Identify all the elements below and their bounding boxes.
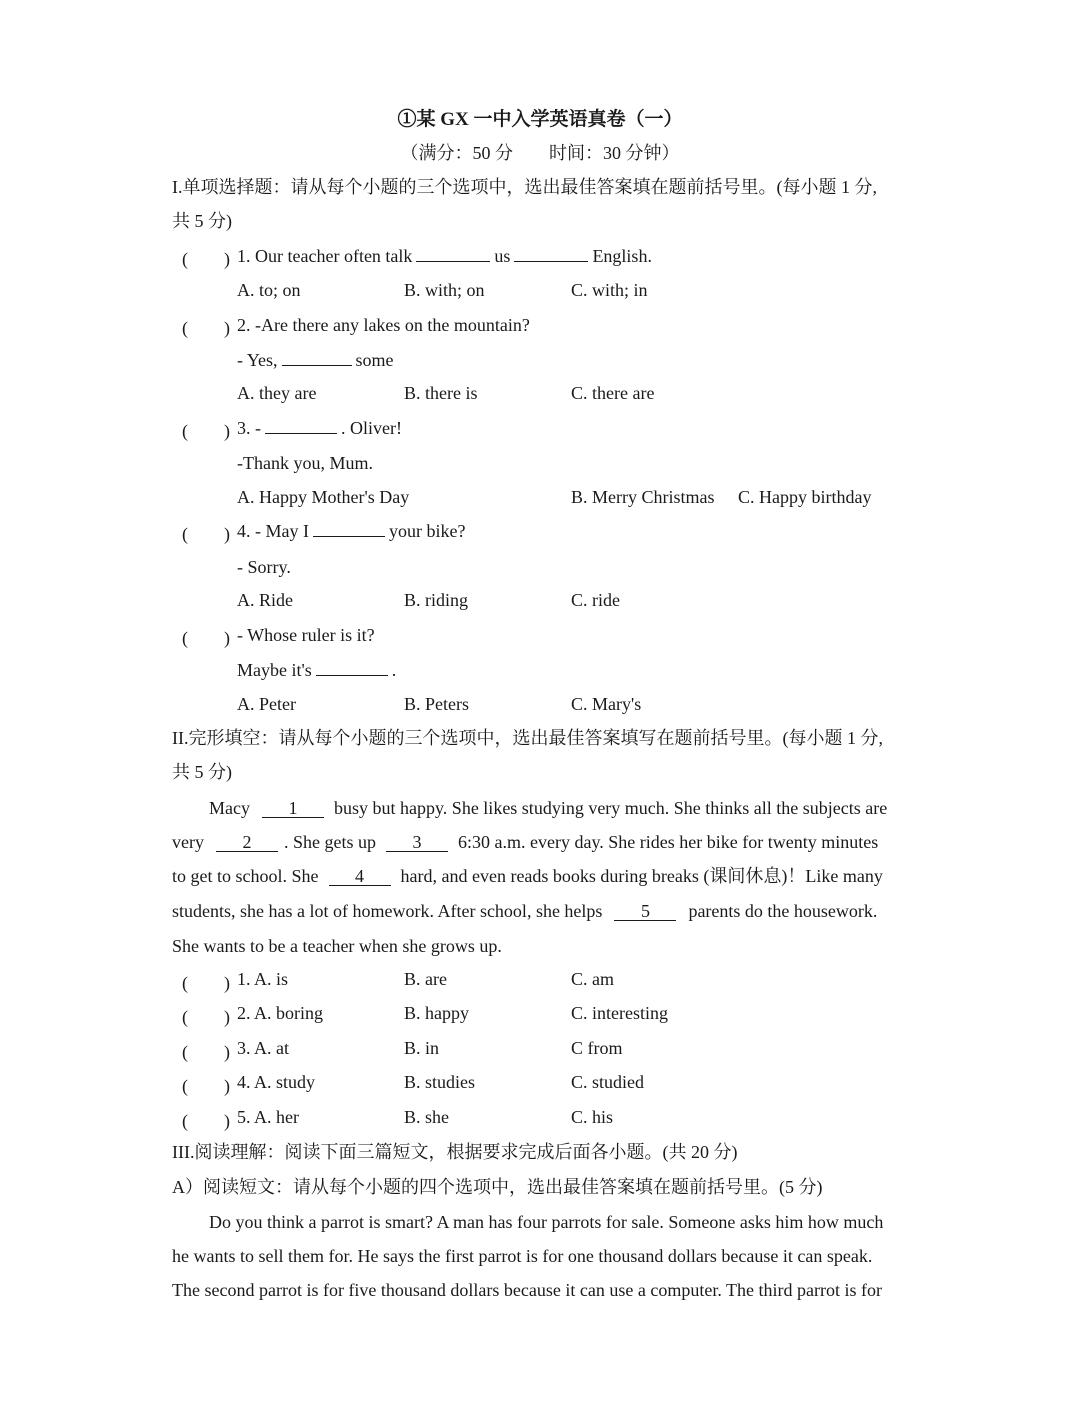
answer-paren[interactable]: ( ) — [182, 1007, 230, 1027]
passage-text: hard, and even reads books during breaks (课间休息)！Like many — [400, 866, 883, 886]
option-b: B. Merry Christmas — [571, 487, 715, 507]
passage-text: Macy — [209, 798, 250, 818]
passage-line — [172, 831, 878, 853]
question-5: - Whose ruler is it? — [237, 625, 375, 645]
question-text: us — [494, 246, 511, 266]
answer-paren[interactable]: ( ) — [182, 628, 230, 648]
answer-paren[interactable]: ( ) — [182, 973, 230, 993]
reading-passage-line: he wants to sell them for. He says the first parrot is for one thousand dollars because it can speak. — [172, 1246, 873, 1266]
cloze-blank[interactable]: 5 — [614, 902, 676, 921]
option-b: B. in — [404, 1038, 440, 1058]
option-c: C. his — [571, 1107, 614, 1127]
option-a: A. to; on — [237, 280, 301, 300]
option-a: A. they are — [237, 383, 317, 403]
option-b: B. with; on — [404, 280, 485, 300]
question-2-answer — [237, 349, 394, 371]
fill-blank[interactable] — [265, 417, 337, 434]
fill-blank[interactable] — [316, 659, 388, 676]
option-c: C. ride — [571, 590, 620, 610]
passage-text: 6:30 a.m. every day. She rides her bike for twenty minutes — [457, 832, 879, 852]
cloze-blank[interactable]: 4 — [329, 867, 391, 886]
option-c: C. Mary's — [571, 694, 642, 714]
question-text: . Oliver! — [341, 418, 402, 438]
option-a: A. Ride — [237, 590, 293, 610]
question-text: . — [391, 660, 397, 680]
option-a: 2. A. boring — [237, 1003, 324, 1023]
fill-blank[interactable] — [514, 245, 588, 262]
answer-paren[interactable]: ( ) — [182, 249, 230, 269]
passage-line: She wants to be a teacher when she grows up. — [172, 936, 502, 956]
cloze-blank[interactable]: 2 — [216, 833, 278, 852]
question-text: 1. Our teacher often talk — [237, 246, 413, 266]
answer-paren[interactable]: ( ) — [182, 421, 230, 441]
option-b: B. happy — [404, 1003, 469, 1023]
option-c: C. Happy birthday — [738, 487, 872, 507]
option-c: C. interesting — [571, 1003, 668, 1023]
option-a: 1. A. is — [237, 969, 289, 989]
question-2: 2. -Are there any lakes on the mountain? — [237, 315, 530, 335]
option-b: B. she — [404, 1107, 449, 1127]
passage-text: busy but happy. She likes studying very much. She thinks all the subjects are — [333, 798, 888, 818]
question-3 — [237, 417, 402, 439]
question-text: 4. - May I — [237, 521, 309, 541]
cloze-blank[interactable]: 1 — [262, 799, 324, 818]
question-text: some — [355, 350, 394, 370]
answer-paren[interactable]: ( ) — [182, 524, 230, 544]
question-text: 3. - — [237, 418, 261, 438]
option-a: A. Happy Mother's Day — [237, 487, 410, 507]
section2-heading: II.完形填空：请从每个小题的三个选项中，选出最佳答案填写在题前括号里。(每小题 1 分, — [172, 728, 883, 748]
fill-blank[interactable] — [416, 245, 490, 262]
fill-blank[interactable] — [282, 349, 352, 366]
page-title: ①某 GX 一中入学英语真卷（一） — [397, 109, 683, 130]
option-b: B. are — [404, 969, 447, 989]
passage-line — [209, 797, 887, 819]
passage-line — [172, 900, 877, 922]
section1-heading: I.单项选择题：请从每个小题的三个选项中，选出最佳答案填在题前括号里。(每小题 1 分, — [172, 177, 877, 197]
section3-subheading: A）阅读短文：请从每个小题的四个选项中，选出最佳答案填在题前括号里。(5 分) — [172, 1177, 823, 1197]
reading-passage-line: The second parrot is for five thousand dollars because it can use a computer. The third parrot is for — [172, 1280, 882, 1300]
option-c: C. studied — [571, 1072, 645, 1092]
cloze-blank[interactable]: 3 — [386, 833, 448, 852]
option-b: B. studies — [404, 1072, 476, 1092]
option-b: B. Peters — [404, 694, 469, 714]
question-5-answer — [237, 659, 396, 681]
question-3-reply: -Thank you, Mum. — [237, 453, 373, 473]
option-c: C. there are — [571, 383, 655, 403]
passage-line — [172, 865, 883, 887]
question-1 — [237, 245, 652, 267]
section2-heading-cont: 共 5 分) — [172, 762, 232, 782]
answer-paren[interactable]: ( ) — [182, 1042, 230, 1062]
answer-paren[interactable]: ( ) — [182, 1076, 230, 1096]
question-4 — [237, 520, 465, 542]
question-4-reply: - Sorry. — [237, 557, 291, 577]
answer-paren[interactable]: ( ) — [182, 318, 230, 338]
option-c: C. with; in — [571, 280, 648, 300]
option-c: C. am — [571, 969, 614, 989]
option-a: 5. A. her — [237, 1107, 299, 1127]
option-a: 4. A. study — [237, 1072, 316, 1092]
question-text: - Yes, — [237, 350, 278, 370]
question-text: Maybe it's — [237, 660, 312, 680]
passage-text: students, she has a lot of homework. After school, she helps — [172, 901, 603, 921]
option-c: C from — [571, 1038, 623, 1058]
reading-passage-line: Do you think a parrot is smart? A man has four parrots for sale. Someone asks him how much — [209, 1212, 884, 1232]
passage-text: . She gets up — [283, 832, 376, 852]
option-b: B. riding — [404, 590, 469, 610]
exam-info: （满分：50 分 时间：30 分钟） — [400, 143, 680, 163]
question-text: your bike? — [388, 521, 466, 541]
passage-text: to get to school. She — [172, 866, 319, 886]
section1-heading-cont: 共 5 分) — [172, 211, 232, 231]
option-b: B. there is — [404, 383, 478, 403]
passage-text: very — [172, 832, 204, 852]
answer-paren[interactable]: ( ) — [182, 1111, 230, 1131]
fill-blank[interactable] — [313, 520, 385, 537]
passage-text: parents do the housework. — [688, 901, 878, 921]
question-text: English. — [592, 246, 652, 266]
option-a: 3. A. at — [237, 1038, 289, 1058]
option-a: A. Peter — [237, 694, 296, 714]
section3-heading: III.阅读理解：阅读下面三篇短文，根据要求完成后面各小题。(共 20 分) — [172, 1142, 738, 1162]
